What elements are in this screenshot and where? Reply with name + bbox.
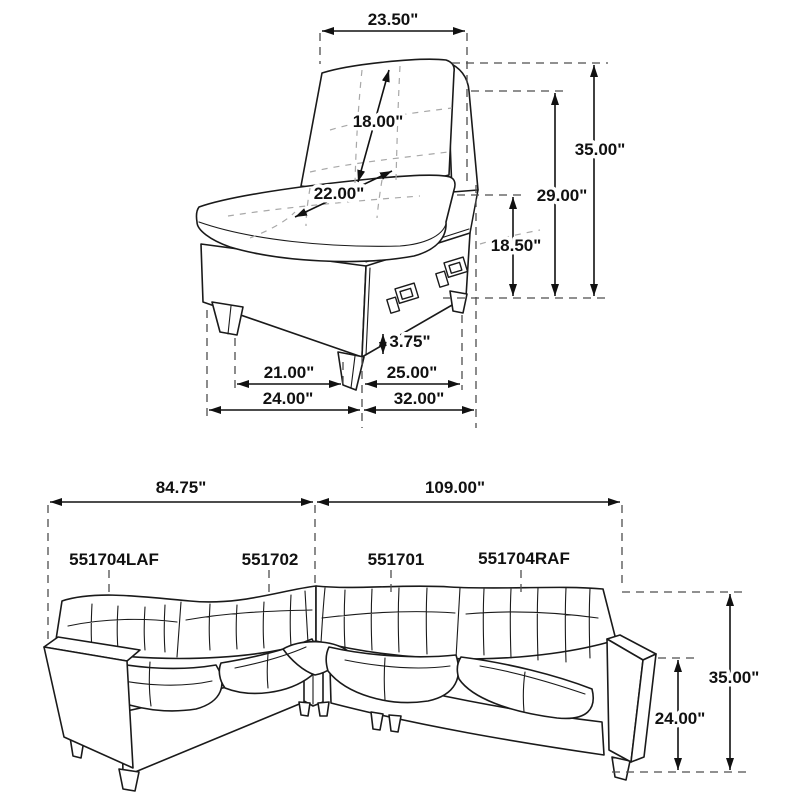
- dim-left-section-length: 84.75": [155, 478, 207, 497]
- dim-overall-height: 35.00": [574, 140, 626, 159]
- dim-sofa-overall-height: 35.00": [708, 668, 760, 687]
- sofa-armless-leg-right: [389, 715, 401, 732]
- sofa-armless-leg-left: [371, 712, 383, 730]
- dim-sofa-arm-height: 24.00": [654, 709, 706, 728]
- chair-rear-leg: [450, 291, 467, 313]
- dim-seat-depth: 22.00": [313, 184, 365, 203]
- dim-right-section-length: 109.00": [424, 478, 486, 497]
- chair-figure: [196, 10, 625, 428]
- dim-back-width: 23.50": [367, 10, 419, 29]
- sofa-left-arm-front: [44, 647, 133, 768]
- sectional-figure: [44, 478, 759, 791]
- dim-leg-height: 3.75": [389, 332, 431, 351]
- dim-back-cushion-length: 18.00": [352, 112, 404, 131]
- dim-front-leg-span: 21.00": [263, 363, 315, 382]
- dim-overall-depth: 32.00": [393, 389, 445, 408]
- sofa-corner-leg-right: [318, 702, 329, 716]
- dim-side-leg-span: 25.00": [386, 363, 438, 382]
- part-label-armless: 551701: [367, 550, 425, 569]
- part-label-laf: 551704LAF: [69, 550, 159, 569]
- sofa-right-back: [316, 586, 616, 659]
- chair-front-left-leg: [212, 302, 243, 335]
- sofa-left-arm-inner-leg: [119, 769, 139, 791]
- dim-seat-base-height: 18.50": [490, 236, 542, 255]
- dim-back-height: 29.00": [536, 186, 588, 205]
- part-label-corner: 551702: [241, 550, 299, 569]
- sofa-corner-leg-left: [299, 702, 310, 716]
- chair-rear-panel-to-base-line: [470, 190, 478, 233]
- dim-overall-width: 24.00": [262, 389, 314, 408]
- part-label-raf: 551704RAF: [478, 549, 570, 568]
